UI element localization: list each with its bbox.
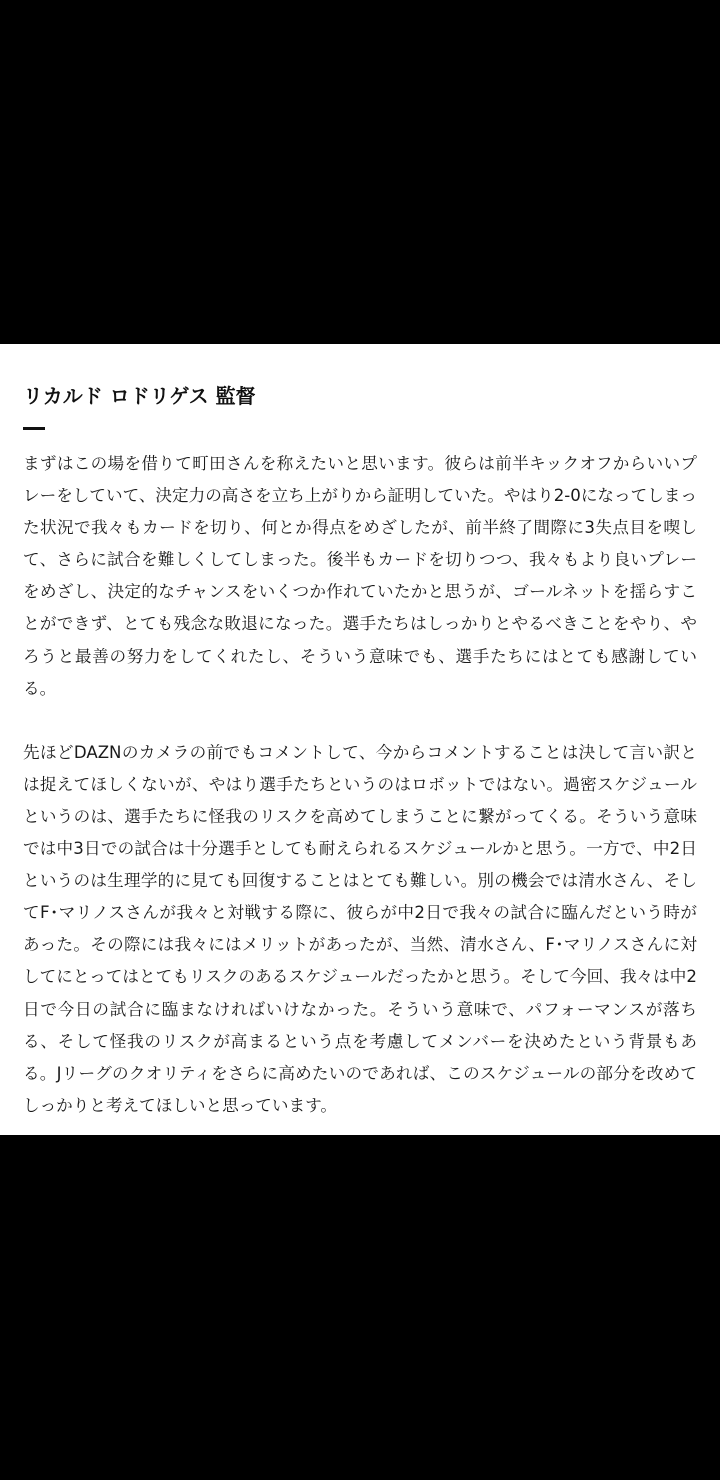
article-card	[0, 344, 720, 1135]
article-heading: リカルド ロドリゲス 監督	[23, 384, 256, 408]
article-paragraph-2: 先ほどDAZNのカメラの前でもコメントして、今からコメントすることは決して言い訳とは捉えてほしくないが、やはり選手たちというのはロボットではない。過密スケジュールというのは、選手たちに怪我のリスクを高めてしまうことに繋がってくる。そういう意味では中3日での試合は十分選手としても耐えられるスケジュールかと思う。一方で、中2日というのは生理学的に見ても回復することはとても難しい。別の機会では清水さん、そしてF･マリノスさんが我々と対戦する際に、彼らが中2日で我々の試合に臨んだという時があった。その際には我々にはメリットがあったが、当然、清水さん、F･マリノスさんに対してにとってはとてもリスクのあるスケジュールだったかと思う。そして今回、我々は中2日で今日の試合に臨まなければいけなかった。そういう意味で、パフォーマンスが落ちる、そして怪我のリスクが高まるという点を考慮してメンバーを決めたという背景もある。Jリーグのクオリティをさらに高めたいのであれば、このスケジュールの部分を改めてしっかりと考えてほしいと思っています。	[23, 742, 697, 1115]
heading-underline	[23, 427, 45, 430]
article-paragraph-1: まずはこの場を借りて町田さんを称えたいと思います。彼らは前半キックオフからいいプレーをしていて、決定力の高さを立ち上がりから証明していた。やはり2-0になってしまった状況で我々もカードを切り、何とか得点をめざしたが、前半終了間際に3失点目を喫して、さらに試合を難しくしてしまった。後半もカードを切りつつ、我々もより良いプレーをめざし、決定的なチャンスをいくつか作れていたかと思うが、ゴールネットを揺らすことができず、とても残念な敗退になった。選手たちはしっかりとやるべきことをやり、やろうと最善の努力をしてくれたし、そういう意味でも、選手たちにはとても感謝している。	[23, 454, 697, 698]
top-black-area	[0, 0, 720, 344]
bottom-black-area	[0, 1135, 720, 1480]
